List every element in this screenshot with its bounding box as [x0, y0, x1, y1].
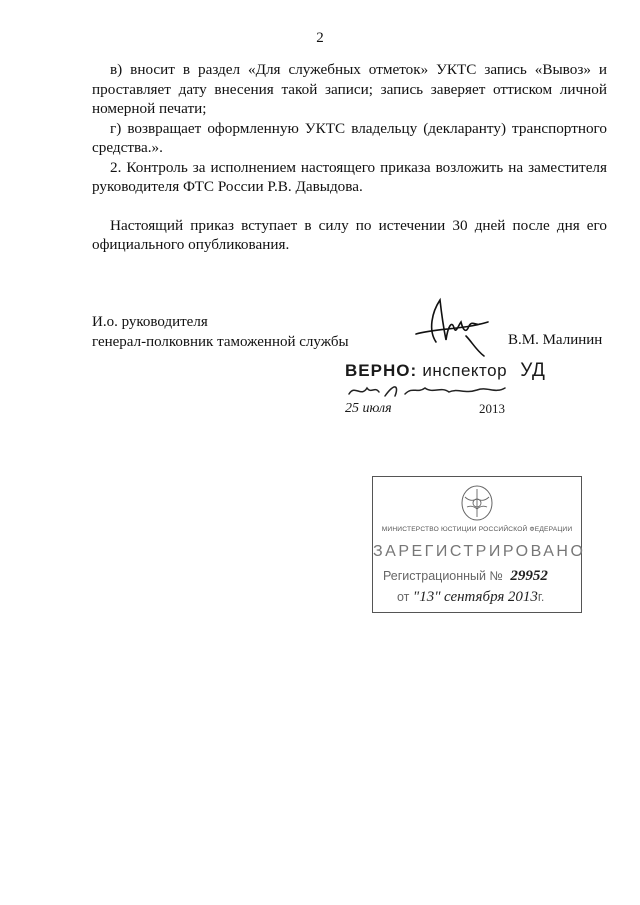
- registered-label: ЗАРЕГИСТРИРОВАНО: [373, 543, 586, 560]
- verification-day-month: 25 июля: [345, 401, 392, 416]
- reg-date-suffix: г.: [537, 590, 545, 604]
- registration-stamp: [372, 476, 586, 613]
- position-label: инспектор: [422, 361, 508, 380]
- reg-date-month: сентября: [443, 589, 505, 605]
- verification-year: 2013: [479, 401, 505, 416]
- verno-label: ВЕРНО:: [345, 361, 418, 380]
- signatory-name: В.М. Малинин: [508, 332, 603, 348]
- signatory-title: [92, 313, 349, 352]
- reg-number-value: 29952: [510, 568, 548, 584]
- registration-date-line: [397, 589, 544, 606]
- verification-stamp-header: [345, 360, 545, 382]
- verification-stamp: [341, 360, 546, 422]
- reg-date-prefix: от: [397, 590, 410, 604]
- reg-number-label: Регистрационный №: [383, 569, 503, 583]
- reg-date-day: "13": [412, 589, 441, 605]
- ministry-label: МИНИСТЕРСТВО ЮСТИЦИИ РОССИЙСКОЙ ФЕДЕРАЦИИ: [381, 526, 573, 533]
- paragraph-effective: Настоящий приказ вступает в силу по истечении 30 дней после дня его официального опубликования.: [92, 216, 607, 253]
- reg-date-year: 2013: [507, 589, 538, 605]
- paragraph-control: 2. Контроль за исполнением настоящего приказа возложить на заместителя руководителя ФТС России Р.В. Давыдова.: [92, 158, 607, 195]
- stamp-scrawl: [345, 380, 525, 400]
- registration-number-line: [383, 568, 548, 585]
- signatory-title-line2: генерал-полковник таможенной службы: [92, 333, 349, 350]
- handwritten-signature: [406, 290, 496, 360]
- dept-label: УД: [520, 360, 546, 381]
- coat-of-arms-emblem: [457, 483, 497, 523]
- paragraph-g: г) возвращает оформленную УКТС владельцу (декларанту) транспортного средства.».: [92, 119, 607, 156]
- signatory-title-line1: И.о. руководителя: [92, 314, 208, 330]
- paragraph-v: в) вносит в раздел «Для служебных отметок» УКТС запись «Вывоз» и проставляет дату внесения такой записи; запись заверяет оттиском личной номерной печати;: [92, 61, 607, 117]
- page-number: 2: [316, 30, 324, 46]
- document-body: [92, 60, 607, 255]
